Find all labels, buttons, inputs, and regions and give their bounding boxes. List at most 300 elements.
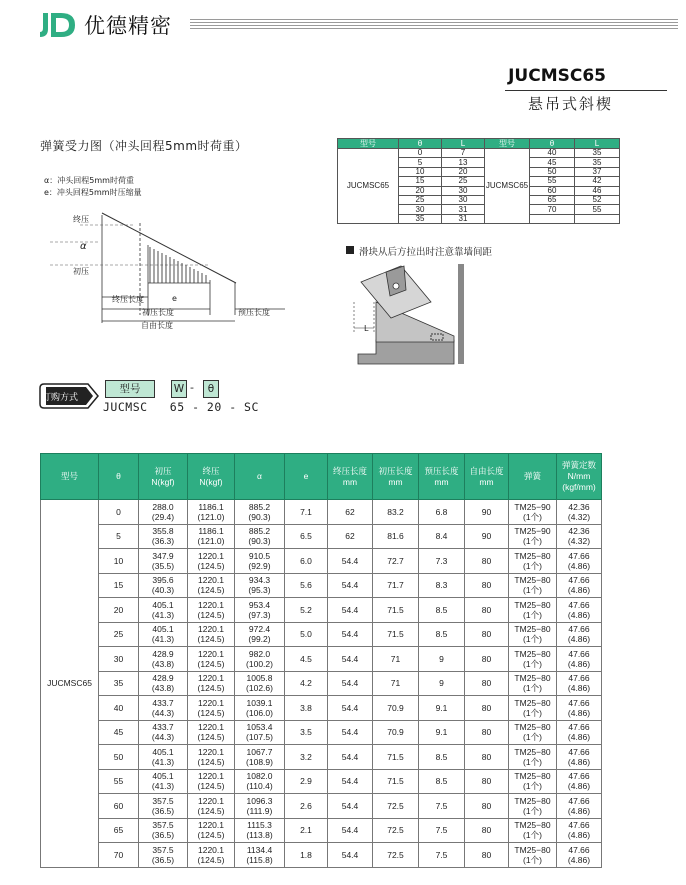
spec-cell (465, 524, 509, 549)
spec-cell-line: 72.7 (387, 555, 404, 566)
spec-cell-line: 80 (481, 751, 492, 762)
spec-cell (235, 622, 285, 647)
spec-row (41, 598, 602, 623)
spec-cell (188, 720, 235, 745)
spec-cell (509, 769, 557, 794)
spec-cell-line: (43.8) (151, 683, 175, 694)
spec-cell (235, 794, 285, 819)
spec-cell-line: 47.66 (568, 575, 590, 586)
spec-cell (188, 843, 235, 868)
angle-cell-2: 45 (530, 158, 575, 167)
spec-cell-line: 72.5 (387, 825, 404, 836)
spec-cell-line: 1220.1 (198, 844, 224, 855)
spec-cell-line: (107.5) (246, 732, 273, 743)
spec-cell-line: (1个) (523, 805, 542, 816)
spec-header: 自由长度 mm (465, 454, 509, 500)
spec-cell (328, 794, 373, 819)
spec-row (41, 622, 602, 647)
spec-header: 弹簧 (509, 454, 557, 500)
spec-cell-line: (1个) (523, 830, 542, 841)
spec-cell-line: (124.5) (197, 854, 225, 865)
spring-chart-title: 弹簧受力图（冲头回程5mm时荷重） (40, 139, 248, 153)
spec-cell (557, 745, 602, 770)
spec-cell-line: 80 (481, 580, 492, 591)
spec-cell (419, 843, 465, 868)
spec-cell-line: (41.3) (151, 634, 175, 645)
spec-cell-line: (1个) (523, 560, 542, 571)
slider-wall-diagram (346, 262, 476, 372)
spec-cell-line: (124.5) (197, 830, 225, 841)
spec-cell-line: (1个) (523, 854, 542, 865)
spec-cell-line: (36.5) (151, 854, 175, 865)
spec-cell (99, 720, 139, 745)
spec-cell (465, 573, 509, 598)
spec-cell-line: 2.9 (300, 776, 312, 787)
spec-cell (235, 671, 285, 696)
spec-cell (235, 769, 285, 794)
spec-cell (328, 549, 373, 574)
spec-cell (557, 769, 602, 794)
spec-row (41, 843, 602, 868)
spec-cell-line: 1220.1 (198, 550, 224, 561)
spec-cell-line: 1220.1 (198, 599, 224, 610)
spec-cell-line: TM25−90 (514, 526, 551, 537)
angle-length-table (337, 138, 620, 224)
spec-cell-line: (113.8) (246, 830, 273, 841)
spec-cell (465, 720, 509, 745)
spec-cell (509, 720, 557, 745)
spec-cell (509, 524, 557, 549)
spec-cell-line: 885.2 (248, 501, 271, 512)
spec-cell (235, 818, 285, 843)
spec-cell (285, 598, 328, 623)
spec-cell-line: 1115.3 (247, 820, 272, 831)
spec-cell (139, 696, 188, 721)
angle-cell-2: 55 (530, 177, 575, 186)
spec-cell-line: 8.4 (435, 531, 448, 542)
spec-cell-line: 405.1 (152, 624, 174, 635)
spec-cell (235, 573, 285, 598)
spec-cell-line: 1005.8 (246, 673, 273, 684)
spec-cell-line: 10 (113, 555, 124, 566)
spec-cell-line: TM25−80 (514, 844, 551, 855)
spec-cell-line: (1个) (523, 609, 542, 620)
spec-cell-line: (4.86) (567, 560, 591, 571)
spec-cell-line: 47.66 (568, 599, 590, 610)
spec-cell (465, 794, 509, 819)
spec-cell-line: 1220.1 (198, 575, 224, 586)
spec-cell (99, 622, 139, 647)
spec-cell-line: 71.5 (387, 629, 404, 640)
spec-cell-line: 54.4 (341, 580, 359, 591)
spec-cell-line: 42.36 (568, 526, 590, 537)
spec-cell-line: 54.4 (341, 629, 359, 640)
spec-cell-line: TM25−80 (514, 795, 551, 806)
spec-cell-line: 6.0 (300, 555, 312, 566)
spec-cell-line: (121.0) (197, 536, 225, 547)
spec-cell-line: (35.5) (151, 560, 175, 571)
angle-cell: 30 (442, 186, 485, 195)
spec-cell (509, 696, 557, 721)
spec-cell-line: 54.4 (341, 678, 359, 689)
angle-cell: 30 (442, 195, 485, 204)
spec-cell-line: (124.5) (197, 634, 225, 645)
spec-cell-line: TM25−80 (514, 820, 551, 831)
spec-header: 终压 N(kgf) (188, 454, 235, 500)
spec-cell (235, 598, 285, 623)
spec-cell-line: (106.0) (246, 707, 273, 718)
spec-cell (557, 598, 602, 623)
spec-cell-line: 3.2 (300, 751, 312, 762)
spec-cell-line: 60 (113, 800, 124, 811)
spec-cell-line: 405.1 (152, 746, 174, 757)
spec-row (41, 818, 602, 843)
spec-cell-line: (4.32) (567, 536, 591, 547)
order-badge-label: 订购方式 (42, 393, 79, 403)
spec-cell-line: 428.9 (152, 673, 174, 684)
spec-cell-line: (4.86) (567, 732, 591, 743)
spec-cell-line: 70.9 (387, 727, 404, 738)
spec-cell (557, 794, 602, 819)
spec-cell (465, 818, 509, 843)
spec-cell-line: 9 (439, 678, 444, 689)
spec-cell-line: 71 (390, 653, 401, 664)
angle-cell-2: 35 (575, 158, 620, 167)
spec-row (41, 549, 602, 574)
spec-cell-line: 1.8 (300, 849, 312, 860)
spec-cell-line: (4.86) (567, 658, 591, 669)
spec-cell-line: (90.3) (248, 511, 271, 522)
spec-cell-line: (4.86) (567, 609, 591, 620)
spec-cell (285, 647, 328, 672)
angle-cell: 35 (399, 214, 442, 223)
spec-cell-line: 1096.3 (246, 795, 273, 806)
spec-cell (328, 622, 373, 647)
spec-cell (328, 769, 373, 794)
spec-cell-line: 54.4 (341, 702, 359, 713)
spec-cell-line: TM25−80 (514, 599, 551, 610)
spec-row (41, 671, 602, 696)
spec-cell (373, 745, 419, 770)
spec-cell-line: (1个) (523, 756, 542, 767)
spec-cell (99, 549, 139, 574)
spec-cell (139, 500, 188, 525)
spec-cell (188, 549, 235, 574)
spec-row (41, 647, 602, 672)
spec-cell-line: 42.36 (568, 501, 590, 512)
spec-cell-line: 347.9 (152, 550, 174, 561)
spec-cell-line: 47.66 (568, 795, 590, 806)
spec-cell-line: 80 (481, 653, 492, 664)
spec-cell-line: 6.8 (435, 506, 448, 517)
spec-cell-line: (97.3) (248, 609, 271, 620)
spec-cell-line: 7.3 (435, 555, 448, 566)
spec-cell (373, 598, 419, 623)
angle-header-theta: θ (399, 139, 442, 149)
spec-cell-line: 25 (113, 629, 124, 640)
spec-cell-line: 2.6 (300, 800, 312, 811)
angle-cell-2 (530, 214, 575, 223)
spec-cell-line: 3.5 (300, 727, 312, 738)
spec-cell-line: (4.86) (567, 830, 591, 841)
spec-cell (373, 843, 419, 868)
angle-cell-2: 50 (530, 167, 575, 176)
order-box-model: 型号 (105, 380, 155, 398)
spec-cell (419, 745, 465, 770)
brand-name: 优德精密 (84, 14, 172, 38)
spec-cell-line: (4.86) (567, 585, 591, 596)
spec-cell-line: (1个) (523, 634, 542, 645)
spec-cell-line: (41.3) (151, 756, 175, 767)
product-name: 悬吊式斜楔 (528, 95, 614, 113)
spec-cell (188, 794, 235, 819)
spec-cell-line: (124.5) (197, 732, 225, 743)
spec-cell (509, 671, 557, 696)
spec-cell (235, 500, 285, 525)
spec-cell (99, 818, 139, 843)
label-preload-length: 预压长度 (238, 308, 270, 317)
spec-cell-line: (124.5) (197, 707, 225, 718)
spec-cell-line: (124.5) (197, 585, 225, 596)
spec-cell-line: TM25−80 (514, 746, 551, 757)
spec-cell (99, 745, 139, 770)
spec-cell-line: 30 (113, 653, 124, 664)
spec-cell-line: 80 (481, 825, 492, 836)
spec-cell (139, 818, 188, 843)
spec-cell-line: (4.86) (567, 634, 591, 645)
spec-cell (235, 745, 285, 770)
spec-header: 初压长度 mm (373, 454, 419, 500)
spec-cell (419, 647, 465, 672)
spec-cell-line: 5 (116, 531, 121, 542)
spec-cell (373, 720, 419, 745)
spec-cell-line: 355.8 (152, 526, 174, 537)
spec-cell-line: 70.9 (387, 702, 404, 713)
order-example: JUCMSC 65 - 20 - SC (103, 400, 259, 414)
spec-cell-line: (108.9) (246, 756, 273, 767)
spec-cell (188, 671, 235, 696)
spec-cell-line: 405.1 (152, 599, 174, 610)
spec-cell-line: 47.66 (568, 550, 590, 561)
spec-cell (465, 843, 509, 868)
spec-cell-line: 7.5 (435, 849, 448, 860)
spec-cell-line: 54.4 (341, 653, 359, 664)
spec-cell-line: (100.2) (246, 658, 273, 669)
spec-cell-line: (124.5) (197, 560, 225, 571)
spec-cell-line: 47.66 (568, 771, 590, 782)
spec-cell (465, 598, 509, 623)
spec-cell (139, 598, 188, 623)
spec-cell-line: 9.1 (435, 702, 448, 713)
spec-cell (509, 843, 557, 868)
angle-header-model: 型号 (338, 139, 399, 149)
spec-cell-line: (121.0) (197, 511, 225, 522)
spec-cell-line: TM25−80 (514, 771, 551, 782)
spec-cell (188, 622, 235, 647)
spec-cell-line: 45 (113, 727, 124, 738)
spec-cell (373, 794, 419, 819)
spec-cell (419, 500, 465, 525)
spec-cell-line: 2.1 (300, 825, 312, 836)
spec-cell (557, 573, 602, 598)
spec-cell (328, 843, 373, 868)
spec-cell-line: (1个) (523, 781, 542, 792)
spec-cell (557, 843, 602, 868)
spec-cell-line: 71.5 (387, 751, 404, 762)
spec-cell (188, 524, 235, 549)
spec-cell (373, 696, 419, 721)
angle-cell-2: 65 (530, 195, 575, 204)
angle-header-l: L (442, 139, 485, 149)
spec-cell (285, 500, 328, 525)
spec-cell (373, 622, 419, 647)
spec-cell (328, 745, 373, 770)
brand-logo-icon (38, 11, 78, 39)
spec-cell-line: (1个) (523, 536, 542, 547)
legend-alpha: α：冲头回程5mm时荷重 (44, 176, 134, 185)
angle-cell-2: 42 (575, 177, 620, 186)
spec-cell (328, 500, 373, 525)
spec-cell-line: 433.7 (152, 697, 174, 708)
spec-cell-line: (110.4) (246, 781, 273, 792)
spec-cell (419, 671, 465, 696)
angle-model-cell-2: JUCMSC65 (485, 149, 530, 224)
angle-cell-2: 52 (575, 195, 620, 204)
spec-cell-line: 80 (481, 678, 492, 689)
spec-cell-line: 357.5 (152, 844, 174, 855)
spec-cell (188, 696, 235, 721)
spec-cell (465, 500, 509, 525)
spec-cell-line: 80 (481, 604, 492, 615)
spec-cell (235, 549, 285, 574)
angle-cell: 5 (399, 158, 442, 167)
spec-header: e (285, 454, 328, 500)
spec-cell (419, 794, 465, 819)
label-final-length: 终压长度 (112, 295, 144, 304)
angle-cell-2: 35 (575, 149, 620, 158)
spec-cell (509, 500, 557, 525)
spec-cell-line: 54.4 (341, 776, 359, 787)
spec-cell-line: 80 (481, 800, 492, 811)
spec-cell-line: (92.9) (248, 560, 271, 571)
label-e: e (172, 294, 177, 303)
spec-cell (419, 573, 465, 598)
spec-cell (509, 622, 557, 647)
label-initial-length: 初压长度 (142, 308, 174, 317)
spec-cell (139, 720, 188, 745)
spec-cell-line: (41.3) (151, 781, 175, 792)
product-code: JUCMSC65 (508, 66, 606, 86)
spec-cell-line: 6.5 (300, 531, 312, 542)
title-divider (505, 90, 667, 91)
spec-cell (285, 818, 328, 843)
spec-cell (509, 745, 557, 770)
spec-cell (188, 500, 235, 525)
spec-cell-line: (124.5) (197, 683, 225, 694)
spec-cell-line: 47.66 (568, 648, 590, 659)
spec-cell (99, 671, 139, 696)
spec-cell (373, 500, 419, 525)
spec-cell-line: 433.7 (152, 722, 174, 733)
spec-cell (509, 573, 557, 598)
spec-cell-line: 910.5 (248, 550, 271, 561)
angle-cell-2: 60 (530, 186, 575, 195)
spec-cell-line: 1220.1 (198, 820, 224, 831)
spec-cell (235, 524, 285, 549)
spec-cell-line: (1个) (523, 732, 542, 743)
spec-cell-line: 1082.0 (246, 771, 273, 782)
spec-cell-line: 934.3 (248, 575, 271, 586)
spec-cell-line: 62 (345, 506, 355, 517)
spec-cell (419, 598, 465, 623)
spec-cell (139, 745, 188, 770)
spec-cell (419, 769, 465, 794)
spec-cell (285, 549, 328, 574)
spec-cell-line: 982.0 (248, 648, 271, 659)
spec-cell (419, 549, 465, 574)
spec-cell (285, 622, 328, 647)
spec-cell-line: 81.6 (387, 531, 404, 542)
spec-cell (373, 769, 419, 794)
angle-cell: 15 (399, 177, 442, 186)
spec-cell-line: 1134.4 (246, 844, 273, 855)
spec-cell (328, 524, 373, 549)
spec-row (41, 524, 602, 549)
spec-header: 初压 N(kgf) (139, 454, 188, 500)
label-free-length: 自由长度 (141, 321, 173, 330)
spec-cell (139, 549, 188, 574)
spec-cell (557, 524, 602, 549)
spec-cell-line: 15 (113, 580, 124, 591)
spec-cell-line: 5.6 (300, 580, 312, 591)
spec-cell-line: 1220.1 (198, 771, 224, 782)
spec-cell-line: 357.5 (152, 820, 174, 831)
spec-cell-line: 5.2 (300, 604, 312, 615)
spec-cell (285, 769, 328, 794)
spec-cell-line: 65 (113, 825, 124, 836)
spec-cell (235, 720, 285, 745)
spec-cell-line: 47.66 (568, 624, 590, 635)
spec-cell (188, 573, 235, 598)
spec-cell (465, 549, 509, 574)
angle-cell-2: 46 (575, 186, 620, 195)
spec-cell-line: (4.86) (567, 854, 591, 865)
spec-cell (419, 720, 465, 745)
label-final: 终压 (73, 215, 89, 224)
spec-cell-line: 47.66 (568, 844, 590, 855)
angle-header-l-2: L (575, 139, 620, 149)
spec-header: 型号 (41, 454, 99, 500)
spec-cell (557, 622, 602, 647)
angle-cell-2: 37 (575, 167, 620, 176)
spec-row (41, 696, 602, 721)
spec-cell-line: 54.4 (341, 825, 359, 836)
spec-cell-line: 80 (481, 849, 492, 860)
spec-cell-line: (44.3) (151, 732, 175, 743)
spec-cell (99, 573, 139, 598)
spec-cell (373, 647, 419, 672)
angle-cell: 0 (399, 149, 442, 158)
spec-cell (419, 696, 465, 721)
spec-cell (139, 524, 188, 549)
spec-cell-line: 35 (113, 678, 124, 689)
spec-cell-line: 47.66 (568, 673, 590, 684)
spec-cell (557, 720, 602, 745)
spec-row (41, 769, 602, 794)
spec-cell-line: (40.3) (151, 585, 175, 596)
spec-cell (139, 647, 188, 672)
spec-cell-line: 70 (113, 849, 124, 860)
